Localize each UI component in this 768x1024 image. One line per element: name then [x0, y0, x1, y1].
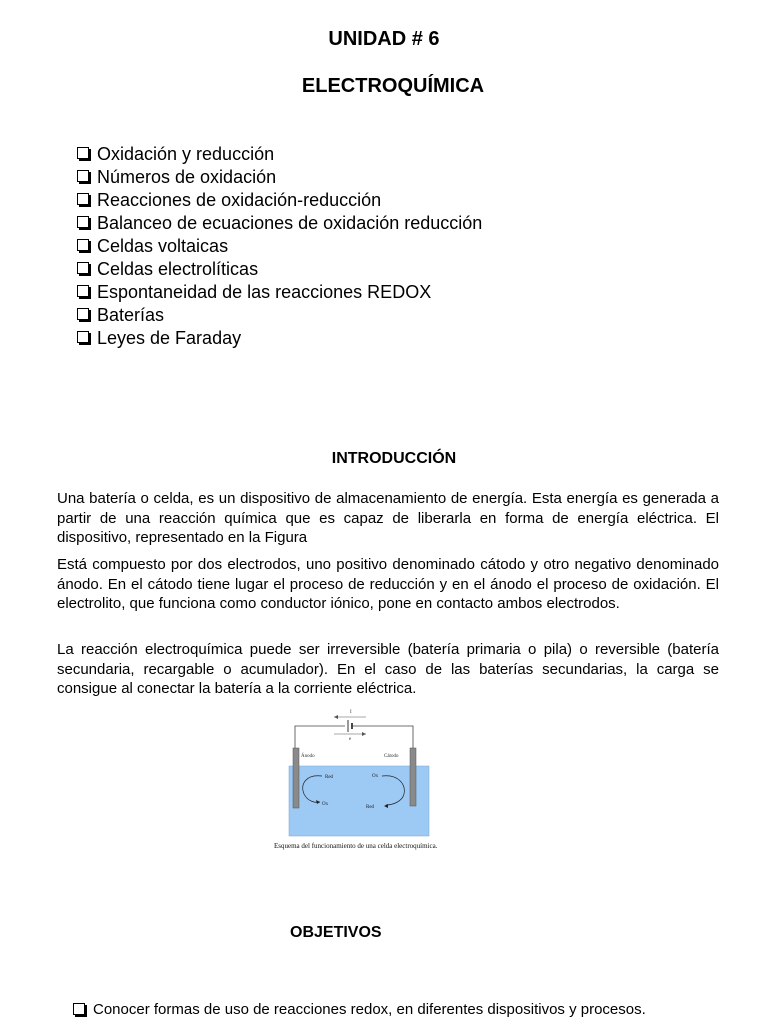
electron-label: e [349, 737, 352, 742]
list-item [76, 327, 482, 350]
checkbox-bullet-icon [77, 170, 89, 182]
cathode-electrode [410, 748, 416, 806]
anode-label: Ánodo [301, 754, 315, 759]
objective-label: Conocer formas de uso de reacciones redox, en diferentes dispositivos y procesos. [93, 1001, 646, 1018]
topic-label: Celdas electrolíticas [97, 259, 259, 279]
cell-diagram [270, 704, 490, 854]
intro-paragraph: Una batería o celda, es un dispositivo de almacenamiento de energía. Esta energía es generada a partir de una reacción química que es capaz de liberarla en forma de energía eléctrica. El dispositivo, representado en la Figura [57, 490, 719, 546]
topic-label: Espontaneidad de las reacciones REDOX [97, 282, 432, 302]
checkbox-bullet-icon [77, 193, 89, 205]
checkbox-bullet-icon [77, 216, 89, 228]
topic-label: Baterías [97, 305, 165, 325]
checkbox-bullet-icon [77, 331, 89, 343]
ox-right-label: Ox [372, 774, 379, 779]
unit-title: UNIDAD # 6 [328, 28, 440, 50]
topic-label: Balanceo de ecuaciones de oxidación reducción [97, 213, 483, 233]
checkbox-bullet-icon [77, 285, 89, 297]
anode-electrode [293, 748, 299, 808]
topic-label: Números de oxidación [97, 167, 277, 187]
subject-title: ELECTROQUÍMICA [301, 75, 485, 97]
checkbox-bullet-icon [73, 1003, 85, 1015]
list-item [76, 235, 482, 258]
introduction-heading: INTRODUCCIÓN [331, 450, 457, 467]
intro-paragraph: La reacción electroquímica puede ser irreversible (batería primaria o pila) o reversible (batería secundaria, recargable o acumulador). En el caso de las baterías secundarias, la carga se consigue al conectar la batería a la corriente eléctrica. [57, 641, 719, 697]
list-item [76, 143, 482, 166]
ox-left-label: Ox [322, 802, 329, 807]
topic-label: Reacciones de oxidación-reducción [97, 190, 382, 210]
objectives-heading: OBJETIVOS [290, 924, 382, 941]
red-left-label: Red [325, 775, 334, 780]
topic-list [76, 143, 482, 350]
checkbox-bullet-icon [77, 147, 89, 159]
checkbox-bullet-icon [77, 239, 89, 251]
list-item [76, 281, 482, 304]
cathode-label: Cátodo [384, 754, 399, 759]
figure-caption: Esquema del funcionamiento de una celda electroquímica. [274, 842, 438, 850]
list-item [76, 304, 482, 327]
electrolyte [289, 766, 429, 836]
current-label: I [350, 710, 352, 715]
list-item [76, 258, 482, 281]
electrochemical-cell-figure [270, 704, 490, 854]
checkbox-bullet-icon [77, 308, 89, 320]
intro-paragraph: Está compuesto por dos electrodos, uno positivo denominado cátodo y otro negativo denominado ánodo. En el cátodo tiene lugar el proceso de reducción y en el ánodo el proceso de oxidación. El electrolito, que funciona como conductor iónico, pone en contacto ambos electrodos. [57, 556, 719, 612]
topic-label: Leyes de Faraday [97, 328, 242, 348]
objectives-list [72, 1000, 646, 1020]
list-item [76, 212, 482, 235]
checkbox-bullet-icon [77, 262, 89, 274]
list-item [72, 1000, 646, 1020]
red-right-label: Red [366, 805, 375, 810]
list-item [76, 166, 482, 189]
list-item [76, 189, 482, 212]
topic-label: Celdas voltaicas [97, 236, 229, 256]
topic-label: Oxidación y reducción [97, 144, 275, 164]
